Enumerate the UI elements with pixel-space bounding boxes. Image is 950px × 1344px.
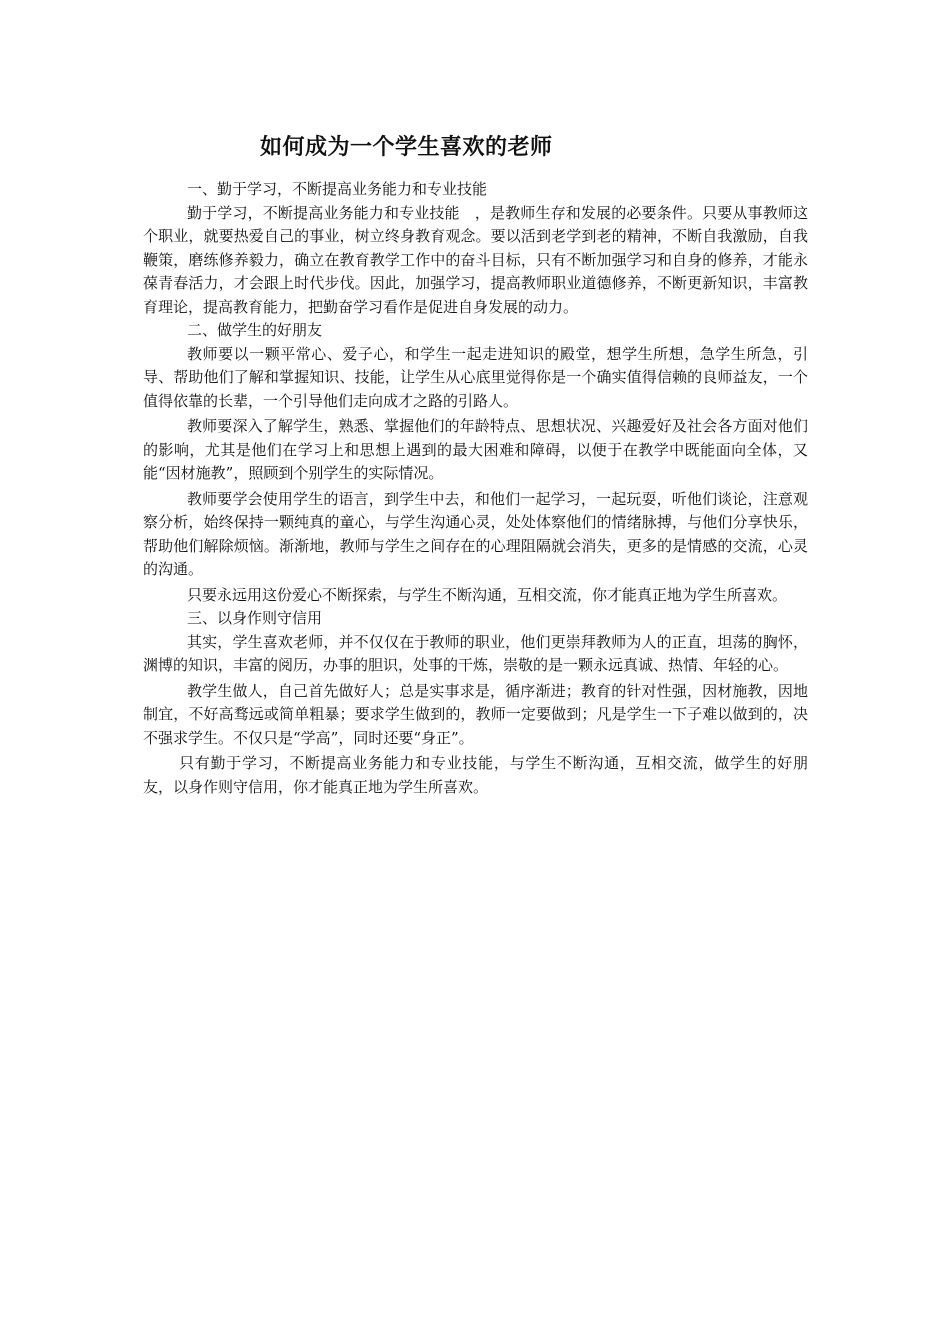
section-3 — [143, 607, 808, 750]
section-heading: 二、做学生的好朋友 — [187, 321, 323, 339]
section-1 — [143, 178, 808, 319]
paragraph: 勤于学习，不断提高业务能力和专业技能 ，是教师生存和发展的必要条件。只要从事教师这个职业，就要热爱自己的事业，树立终身教育观念。要以活到老学到老的精神，不断自我激励，自我鞭策，磨练修养毅力，确立在教育教学工作中的奋斗目标，只有不断加强学习和自身的修养，才能永葆青春活力，才会跟上时代步伐。因此，加强学习，提高教师职业道德修养，不断更新知识，丰富教育理论，提高教育能力，把勤奋学习看作是促进自身发展的动力。 — [143, 203, 808, 316]
paragraph: 其实，学生喜欢老师，并不仅仅在于教师的职业，他们更崇拜教师为人的正直，坦荡的胸怀，渊博的知识，丰富的阅历，办事的胆识，处事的干炼，崇敬的是一颗永远真诚、热情、年轻的心。 — [143, 632, 808, 674]
section-heading: 一、勤于学习，不断提高业务能力和专业技能 — [187, 180, 488, 198]
conclusion-paragraph: 只有勤于学习，不断提高业务能力和专业技能，与学生不断沟通，互相交流，做学生的好朋友，以身作则守信用，你才能真正地为学生所喜欢。 — [143, 754, 808, 796]
section-heading: 三、以身作则守信用 — [187, 609, 323, 627]
paragraph: 只要永远用这份爱心不断探索，与学生不断沟通，互相交流，你才能真正地为学生所喜欢。 — [187, 585, 788, 604]
paragraph: 教学生做人，自己首先做好人；总是实事求是，循序渐进；教育的针对性强，因材施教，因地制宜，不好高骛远或简单粗暴；要求学生做到的，教师一定要做到；凡是学生一下子难以做到的，决不强求学生。不仅只是“学高”，同时还要“身正”。 — [143, 681, 808, 747]
section-2 — [143, 319, 808, 607]
document-page — [143, 128, 808, 799]
paragraph: 教师要以一颗平常心、爱子心，和学生一起走进知识的殿堂，想学生所想，急学生所急，引导、帮助他们了解和掌握知识、技能，让学生从心底里觉得你是一个确实值得信赖的良师益友，一个值得依靠的长辈，一个引导他们走向成才之路的引路人。 — [143, 344, 808, 410]
document-title: 如何成为一个学生喜欢的老师 — [260, 135, 553, 160]
paragraph: 教师要学会使用学生的语言，到学生中去，和他们一起学习，一起玩耍，听他们谈论，注意观察分析，始终保持一颗纯真的童心，与学生沟通心灵，处处体察他们的情绪脉搏，与他们分享快乐，帮助他们解除烦恼。渐渐地，教师与学生之间存在的心理阻隔就会消失，更多的是情感的交流，心灵的沟通。 — [143, 489, 808, 578]
paragraph: 教师要深入了解学生，熟悉、掌握他们的年龄特点、思想状况、兴趣爱好及社会各方面对他们的影响，尤其是他们在学习上和思想上遇到的最大困难和障碍，以便于在教学中既能面向全体，又能“因材施教”，照顾到个别学生的实际情况。 — [143, 417, 808, 482]
